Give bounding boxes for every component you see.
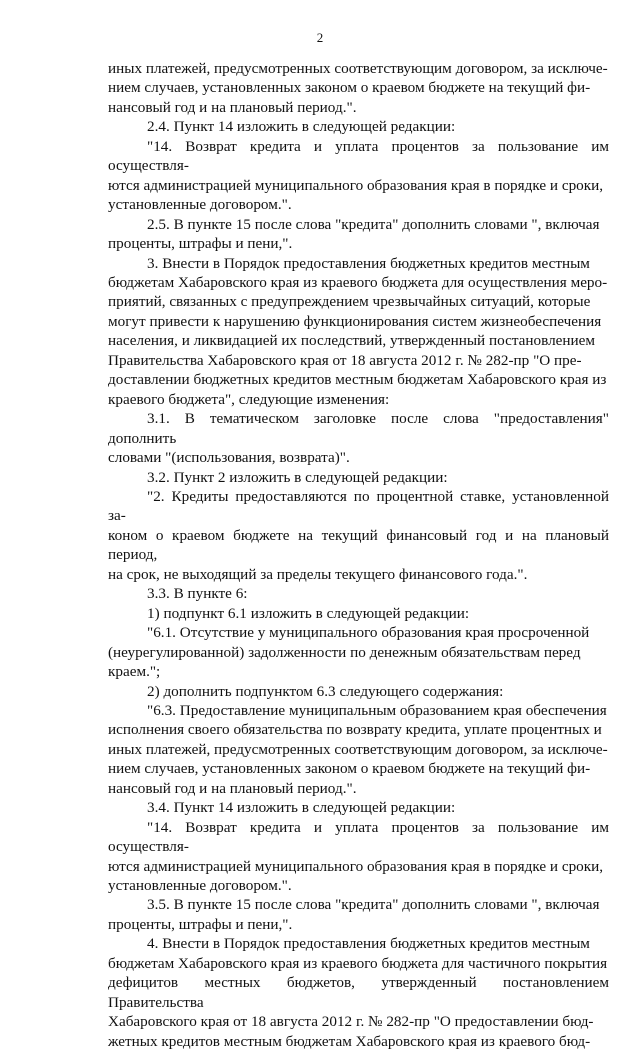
- page-number: 2: [316, 30, 324, 45]
- paragraph-3-4-text: "14. Возврат кредита и уплата процентов за пользование им осуществля- ются администрацией муниципального образования края в порядке и сроки, установленные договором.".: [108, 818, 609, 895]
- paragraph-3-4: 3.4. Пункт 14 изложить в следующей редакции:: [147, 799, 456, 817]
- subparagraph-2: 2) дополнить подпунктом 6.3 следующего содержания:: [147, 682, 504, 700]
- paragraph-3-2: 3.2. Пункт 2 изложить в следующей редакции:: [147, 468, 448, 486]
- paragraph-3-1: 3.1. В тематическом заголовке после слова "предоставления" дополнить словами "(использования, возврата)".: [108, 410, 609, 467]
- subparagraph-1: 1) подпункт 6.1 изложить в следующей редакции:: [147, 604, 470, 622]
- paragraph-2-4: 2.4. Пункт 14 изложить в следующей редакции:: [147, 118, 456, 136]
- subparagraph-1-text: "6.1. Отсутствие у муниципального образования края просроченной (неурегулированной) задолженности по денежным обязательствам перед краем.";: [108, 624, 590, 681]
- paragraph-3-2-text: "2. Кредиты предоставляются по процентной ставке, установленной за- коном о краевом бюджете на текущий финансовый год и на плановый период, на срок, не выходящий за пределы текущего финансового года.".: [108, 487, 609, 583]
- paragraph-3-3: 3.3. В пункте 6:: [147, 585, 248, 603]
- paragraph-3-5: 3.5. В пункте 15 после слова "кредита" дополнить словами ", включая проценты, штрафы и пени,".: [108, 896, 600, 933]
- paragraph-2-5: 2.5. В пункте 15 после слова "кредита" дополнить словами ", включая проценты, штрафы и пени,".: [108, 215, 600, 253]
- paragraph-4: 4. Внести в Порядок предоставления бюджетных кредитов местным бюджетам Хабаровского края из краевого бюджета для частичного покрытия дефицитов местных бюджетов, утвержденный постановлением Правительства Хабаровского края от 18 августа 2012 г. № 282-пр "О предоставлении бюд- жетных кредитов местным бюджетам Хабаровского края из краевого бюд-: [108, 935, 609, 1050]
- subparagraph-2-text: "6.3. Предоставление муниципальным образованием края обеспечения исполнения своего обязательства по возврату кредита, уплате процентных и иных платежей, предусмотренных соответствующим договором, за исключе- нием случаев, установленных законом о краевом бюджете на текущий фи- нансовый год и на плановый период.".: [108, 701, 608, 797]
- paragraph-2-4-text: "14. Возврат кредита и уплата процентов за пользование им осуществля- ются администрацией муниципального образования края в порядке и сроки, установленные договором.".: [108, 137, 609, 214]
- paragraph-continued: иных платежей, предусмотренных соответствующим договором, за исключе- нием случаев, установленных законом о краевом бюджете на текущий фи- нансовый год и на плановый период.".: [108, 60, 608, 116]
- paragraph-3: 3. Внести в Порядок предоставления бюджетных кредитов местным бюджетам Хабаровского края из краевого бюджета для осуществления меро- приятий, связанных с предупреждением чрезвычайных ситуаций, которые могут привести к нарушению функционирования систем жизнеобеспечения населения, и ликвидацией их последствий, утвержденный постановлением Правительства Хабаровского края от 18 августа 2012 г. № 282-пр "О пре- доставлении бюджетных кредитов местным бюджетам Хабаровского края из краевого бюджета", следующие изменения:: [108, 254, 608, 408]
- document-body: [108, 59, 609, 1051]
